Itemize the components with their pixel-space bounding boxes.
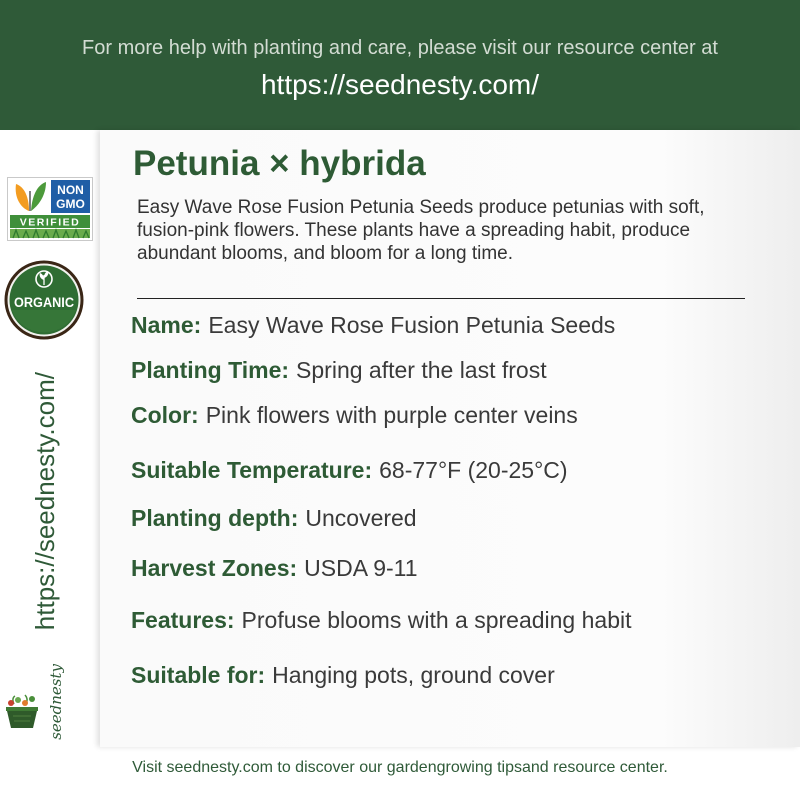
planter-box-icon [4, 692, 40, 730]
non-gmo-verified-badge [7, 177, 93, 241]
spec-value: Spring after the last frost [296, 357, 547, 383]
product-description [137, 196, 705, 265]
spec-value: Pink flowers with purple center veins [205, 402, 578, 428]
description-line: abundant blooms, and bloom for a long time. [137, 243, 514, 264]
spec-row-features [131, 606, 632, 634]
spec-value: 68-77°F (20-25°C) [379, 457, 568, 483]
description-line: fusion-pink flowers. These plants have a spreading habit, produce [137, 220, 691, 241]
top-banner [0, 0, 800, 130]
spec-value: Profuse blooms with a spreading habit [241, 607, 632, 633]
non-gmo-text-gmo: GMO [56, 197, 85, 211]
sidebar-vertical-url: https://seednesty.com/ [30, 372, 60, 631]
spec-value: Hanging pots, ground cover [272, 662, 555, 688]
non-gmo-text-verified: VERIFIED [19, 216, 81, 229]
sidebar [0, 130, 100, 748]
brand-logo-text: seednesty [47, 664, 65, 740]
divider [137, 298, 745, 299]
spec-row-color [131, 401, 578, 429]
product-info-card [100, 130, 800, 747]
spec-label: Name: [131, 312, 202, 338]
spec-value: Easy Wave Rose Fusion Petunia Seeds [208, 312, 616, 338]
footer-text: Visit seednesty.com to discover our gardengrowing tipsand resource center. [132, 759, 668, 776]
grass-icon [10, 229, 90, 238]
spec-row-planting-time [131, 356, 547, 384]
banner-url: https://seednesty.com/ [260, 69, 540, 100]
spec-row-harvest-zones [131, 554, 418, 582]
spec-value: USDA 9-11 [304, 555, 418, 581]
non-gmo-text-non: NON [57, 183, 84, 197]
banner-help-text: For more help with planting and care, please visit our resource center at [82, 37, 718, 59]
spec-row-name [131, 311, 615, 339]
spec-value: Uncovered [305, 505, 417, 531]
product-title: Petunia × hybrida [133, 144, 426, 183]
spec-label: Color: [131, 402, 199, 428]
organic-text: ORGANIC [14, 295, 75, 310]
organic-badge [4, 260, 84, 340]
spec-row-suitable-temperature [131, 456, 568, 484]
description-line: Easy Wave Rose Fusion Petunia Seeds produce petunias with soft, [137, 197, 705, 218]
spec-row-planting-depth [131, 504, 417, 532]
spec-label: Suitable Temperature: [131, 457, 373, 483]
spec-label: Planting Time: [131, 357, 290, 383]
spec-label: Harvest Zones: [131, 555, 298, 581]
spec-label: Suitable for: [131, 662, 266, 688]
spec-row-suitable-for [131, 661, 555, 689]
spec-label: Planting depth: [131, 505, 299, 531]
spec-label: Features: [131, 607, 235, 633]
